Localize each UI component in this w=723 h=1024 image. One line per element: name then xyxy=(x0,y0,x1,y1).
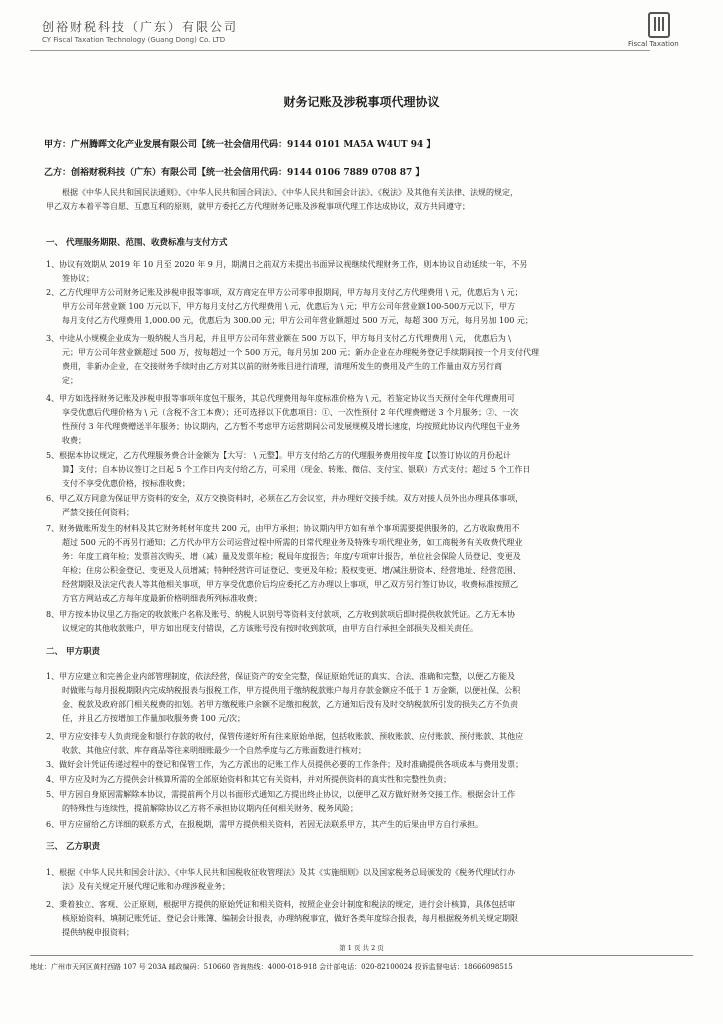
body-line: 每月支付乙方代理费用 1,000.00 元，优惠后为 300.00 元；甲方公司年营业额超过 500 万元，每超 300 万元，每月另加 100 元； xyxy=(62,316,533,325)
letterhead xyxy=(0,0,723,62)
body-line: 收款、其他应付款、库存商品等往来明细账最少一个自然季度与乙方账面数进行核对； xyxy=(62,746,366,755)
section-1-heading: 一、 代理服务期限、范围、收费标准与支付方式 xyxy=(46,238,228,248)
body-line: 年检；住房公积金登记、变更及人员增减；特种经营许可证登记、变更及年检；股权变更、增/减注册资本、经营地址、经营范围、 xyxy=(62,566,521,575)
page-number: 第 1 页 共 2 页 xyxy=(339,944,384,952)
logo-text: Fiscal Taxation xyxy=(628,40,679,48)
body-line: 超过 500 元的不再另行通知；乙方代办甲方公司运营过程中所需的日常代理业务及特殊专项代理业务，如工商税务有关收费代理业 xyxy=(62,538,523,547)
body-line: 1、甲方应建立和完善企业内部管理制度，依法经营，保证资产的安全完整，保证原始凭证的真实、合法、准确和完整，以便乙方能及 xyxy=(46,672,516,681)
body-line: 3、中途从小规模企业成为一般纳税人当月起，并且甲方公司年营业额在 500 万以下，甲方每月支付乙方代理费用 \ 元， 优惠后为 \ xyxy=(46,334,512,343)
footer-contact: 地址：广州市天河区黄村西路 107 号 203A 邮政编码：510660 咨询热线：4000-018-918 会计部电话：020-82100024 投诉监督电话：18666098515 xyxy=(30,963,513,971)
body-line: 甲方公司年营业额 100 万元以下，甲方每月支付乙方代理费用 \ 元，优惠后为 \ 元；甲方公司年营业额100-500万元以下，甲方 xyxy=(62,302,516,311)
party-b: 乙方：创裕财税科技（广东）有限公司【统一社会信用代码：9144 0106 7889 0708 87 】 xyxy=(44,168,425,178)
footer-divider xyxy=(30,955,693,956)
body-line: 元；甲方公司年营业额超过 500 万，按每超过一个 500 万元，每月另加 200 元；新办企业在办理税务登记手续期间按一个月支付代理 xyxy=(62,348,540,357)
body-line: 算】支付；自本协议签订之日起 5 个工作日内支付给乙方，可采用（现金、转账、微信、支付宝、银联）方式支付；超过 5 个工作日 xyxy=(62,465,531,474)
body-line: 定； xyxy=(62,376,78,385)
body-line: 法》及有关规定开展代理记账和办理涉税业务； xyxy=(62,882,230,891)
body-line: 1、协议有效期从 2019 年 10 月至 2020 年 9 月，期满日之前双方未提出书面异议视继续代理财务工作，则本协议自动延续一年，不另 xyxy=(46,260,528,269)
body-line: 的特殊性与连续性，提前解除协议乙方将不承担协议期内任何相关财务、税务风险； xyxy=(62,804,358,813)
logo-icon xyxy=(648,12,670,38)
body-line: 提供纳税申报资料； xyxy=(62,928,134,937)
document-title: 财务记账及涉税事项代理协议 xyxy=(283,95,440,109)
body-line: 方官方网站或乙方每年度最新价格明细表所列标准收费； xyxy=(62,594,262,603)
body-line: 任，并且乙方按增加工作量加收服务费 100 元/次； xyxy=(62,714,246,723)
body-line: 7、财务做账所发生的材料及其它财务耗材年度共 200 元，由甲方承担；协议期内甲方如有单个事项需要提供服务的，乙方收取费用不 xyxy=(46,524,520,533)
company-name-en: CY Fiscal Taxation Technology (Guang Dong) Co. LTD xyxy=(42,36,226,44)
body-line: 议规定的其他收款账户，甲方如出现支付错误，乙方该账号没有按时收到款项，由甲方自行承担全部损失及相关责任。 xyxy=(62,624,478,633)
body-line: 2、甲方应安排专人负责现金和银行存款的收付，保管传递好所有往来原始单据，包括收账款、预收账款、应付账款、预付账款、其他应 xyxy=(46,732,524,741)
body-line: 2、秉着独立、客观、公正原则，根据甲方提供的原始凭证和相关资料，按照企业会计制度和税法的规定，进行会计核算，具体包括审 xyxy=(46,900,516,909)
company-logo xyxy=(628,10,688,54)
company-name-cn: 创裕财税科技（广东）有限公司 xyxy=(42,20,239,34)
body-line: 支付不享受优惠价格，按标准收费； xyxy=(62,479,190,488)
body-line: 2、乙方代理甲方公司财务记账及涉税申报等事项，双方商定在甲方公司零申报期间，甲方每月支付乙方代理费用 \ 元，优惠后为 \ 元； xyxy=(46,288,523,297)
body-line: 甲乙双方本着平等自愿、互惠互利的原则，就甲方委托乙方代理财务记账及涉税事项代理工作达成协议，双方共同遵守； xyxy=(46,202,470,211)
body-line: 经营期限及法定代表人等其他相关事项，甲方享受优惠价后均应委托乙方办理以上事项，甲乙双方另行签订协议，收费标准按照乙 xyxy=(62,580,518,589)
section-2-heading: 二、 甲方职责 xyxy=(46,647,100,657)
body-line: 严禁交接任何资料； xyxy=(62,508,134,517)
body-line: 费用，非新办企业，在交接财务手续时由乙方对其以前的财务账目进行清理，清理所发生的费用及产生的工作量由双方另行商 xyxy=(62,362,502,371)
party-a: 甲方：广州腾晖文化产业发展有限公司【统一社会信用代码：9144 0101 MA5A W4UT 94 】 xyxy=(44,140,436,150)
body-line: 务：年度工商年检；发票首次购买、增（减）量及发票年检；税局年度报告；年度/专项审计报告，单位社会保险人员登记、变更及 xyxy=(62,552,521,561)
body-line: 4、甲方如选择财务记账及涉税申报等事项年度包干服务，其总代理费用每年度标准价格为 \ 元，若鉴定协议当天预付全年代理费用可 xyxy=(46,394,515,403)
header-divider xyxy=(30,50,650,51)
body-line: 享受优惠后代理价格为 \ 元（含税不含工本费）；还可选择以下优惠项目：①、一次性预付 2 年代理费赠送 3 个月服务；②、一次 xyxy=(62,408,519,417)
body-line: 性预付 3 年代理费赠送半年服务；协议期内，乙方暂不考虑甲方运营期间公司发展规模及增长速度，均按照此协议内代理包干业务 xyxy=(62,422,521,431)
body-line: 核原始资料、填制记账凭证、登记会计账簿、编制会计报表，办理纳税事宜，做好各类年度综合报表，每月根据税务机关规定期限 xyxy=(62,914,518,923)
body-line: 时做账与每月报税期限内完成纳税报表与报税工作，甲方提供用于缴纳税款账户每月存款金额应不低于 1 万金额，以便社保、公积 xyxy=(62,686,521,695)
body-line: 3、做好会计凭证传递过程中的登记和保管工作，为乙方派出的记账工作人员提供必要的工作条件；及时准确提供各项成本与费用发票； xyxy=(46,760,524,769)
body-line: 5、甲方因自身原因需解除本协议，需提前两个月以书面形式通知乙方提出终止协议，以便甲乙双方做好财务交接工作。根据会计工作 xyxy=(46,790,516,799)
body-line: 金、税款及政府部门相关税费的扣划。若甲方缴税账户余额不足缴扣税款，乙方通知后没有及时交纳税款所引发的损失乙方不负责 xyxy=(62,700,518,709)
body-line: 5、根据本协议规定，乙方代理服务费合计金额为【大写： \ 元整】。甲方支付给乙方的代理服务费用按年度【以签订协议的月份起计 xyxy=(46,451,511,460)
body-line: 1、根据《中华人民共和国会计法》、《中华人民共和国税收征收管理法》及其《实施细则》以及国家税务总局颁发的《税务代理试行办 xyxy=(46,868,516,877)
body-line: 4、甲方应及时为乙方提供会计核算所需的全部原始资料和其它有关资料，并对所提供资料的真实性和完整性负责； xyxy=(46,775,452,784)
body-line: 根据《中华人民共和国民法通则》、《中华人民共和国合同法》、《中华人民共和国会计法》、《税法》及其他有关法律、法规的规定， xyxy=(62,188,518,197)
body-line: 8、甲方按本协议里乙方指定的收款账户名称及账号、纳税人识别号等资料支付款项，乙方收到款项后即时提供收款凭证。乙方无本协 xyxy=(46,610,516,619)
body-line: 收费； xyxy=(62,436,86,445)
body-line: 6、甲方应留给乙方详细的联系方式，在报税期，需甲方提供相关资料，若因无法联系甲方，其产生的后果由甲方自行承担。 xyxy=(46,820,484,829)
section-3-heading: 三、 乙方职责 xyxy=(46,842,100,852)
body-line: 6、甲乙双方同意为保证甲方资料的安全，双方交换资料时，必须在乙方会议室，并办理好交接手续。双方对接人员外出办理具体事项， xyxy=(46,494,524,503)
body-line: 签协议； xyxy=(62,274,94,283)
